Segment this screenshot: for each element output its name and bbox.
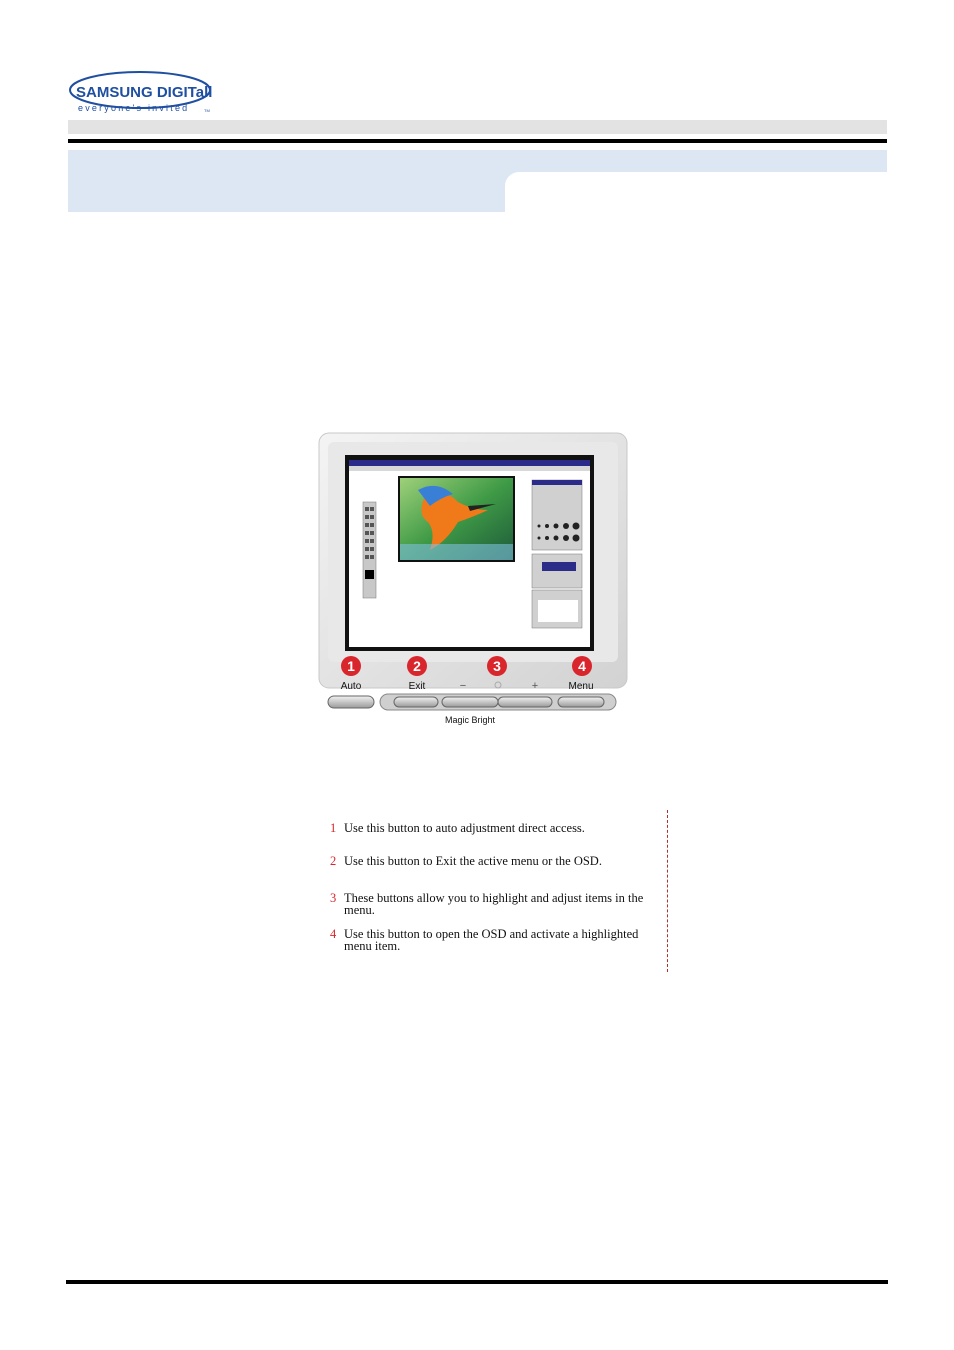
- minus-label: −: [459, 680, 467, 692]
- header-grey-band: [68, 120, 887, 134]
- logo-tagline: everyone's invited: [78, 103, 190, 113]
- button-number-2: 2: [413, 658, 421, 674]
- button-number-1: 1: [347, 658, 355, 674]
- instruction-item: [328, 822, 668, 834]
- auto-label: Auto: [340, 681, 362, 692]
- button-number-4: 4: [578, 658, 586, 674]
- monitor-illustration: [318, 432, 628, 732]
- instruction-text: Use this button to open the OSD and activate a highlighted menu item.: [344, 927, 639, 953]
- plus-button[interactable]: [498, 697, 552, 707]
- menu-button[interactable]: [558, 697, 604, 707]
- magic-bright-label: Magic Bright: [444, 715, 496, 725]
- instruction-item: [328, 892, 668, 916]
- logo-brand: SAMSUNG DIGITall: [76, 84, 213, 101]
- title-block: [68, 150, 505, 212]
- button-number-3: 3: [493, 658, 501, 674]
- instruction-text: Use this button to auto adjustment direct access.: [344, 821, 585, 835]
- instruction-item: [328, 855, 668, 867]
- minus-button[interactable]: [442, 697, 498, 707]
- title-tab: [505, 150, 887, 172]
- plus-label: +: [531, 680, 539, 692]
- instruction-number: 4: [330, 927, 337, 941]
- logo-tm: TM: [204, 108, 210, 113]
- title-tab-corner: [505, 172, 519, 186]
- menu-label: Menu: [568, 681, 594, 692]
- instruction-number: 2: [330, 854, 337, 868]
- instruction-text: Use this button to Exit the active menu or the OSD.: [344, 854, 602, 868]
- exit-button[interactable]: [394, 697, 438, 707]
- samsung-logo: [68, 70, 218, 116]
- instruction-number: 1: [330, 821, 337, 835]
- footer-rule: [66, 1280, 888, 1284]
- instruction-number: 3: [330, 891, 337, 905]
- auto-button[interactable]: [328, 696, 374, 708]
- header-rule: [68, 139, 887, 143]
- dashed-divider: [667, 810, 668, 972]
- exit-label: Exit: [408, 681, 426, 692]
- instruction-text: These buttons allow you to highlight and adjust items in the menu.: [344, 891, 644, 917]
- instruction-item: [328, 928, 668, 952]
